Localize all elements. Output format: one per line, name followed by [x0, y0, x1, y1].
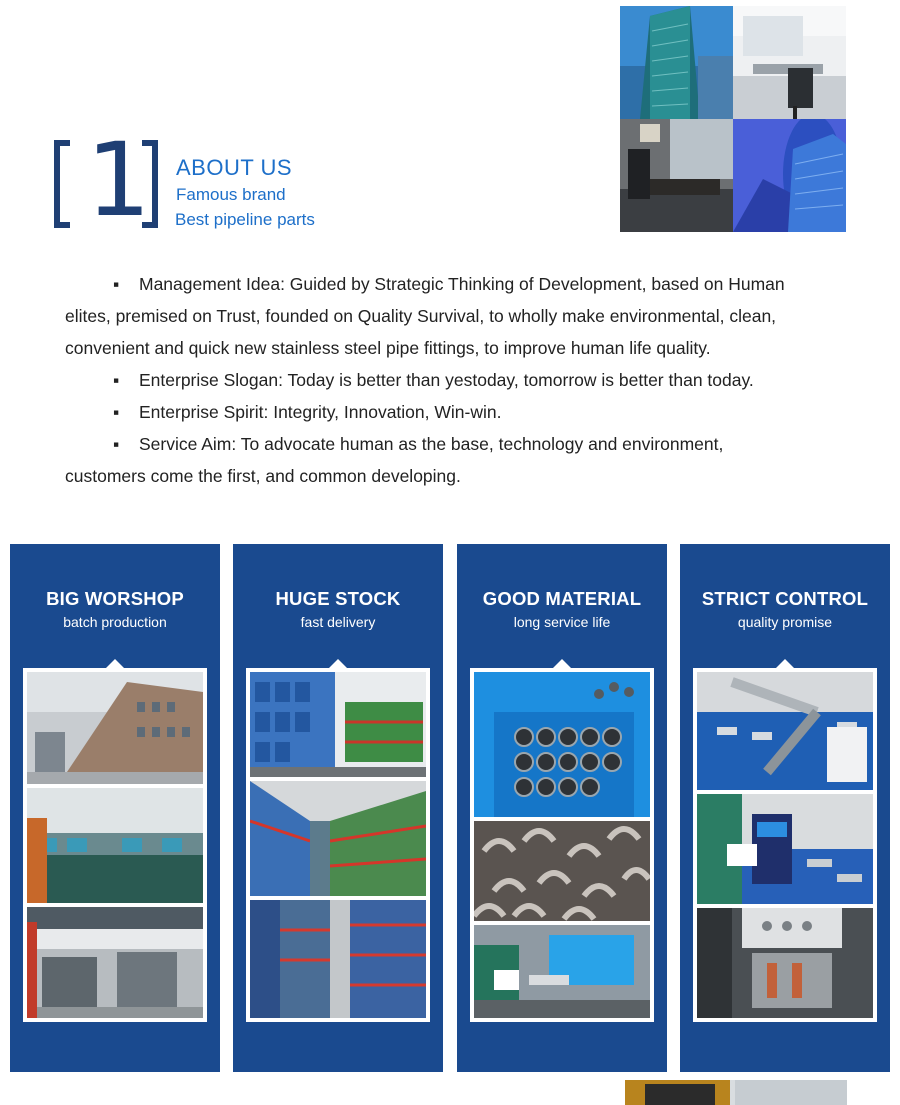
pipe-measurement-photo — [697, 672, 873, 790]
fittings-in-crate-photo — [474, 672, 650, 817]
company-photo-collage — [620, 6, 846, 232]
warehouse-aisle-photo — [250, 900, 426, 1018]
warehouse-racks-photo — [250, 781, 426, 896]
machinery-photo — [27, 907, 203, 1018]
feature-card-stock — [233, 544, 443, 1072]
about-text — [65, 268, 835, 492]
feature-photo-frame — [470, 668, 654, 1022]
feature-card-workshop — [10, 544, 220, 1072]
feature-title: BIG WORSHOP — [46, 588, 184, 609]
feature-subtitle: quality promise — [737, 614, 833, 630]
bullet-mark: ▪ — [113, 370, 120, 390]
warehouse-shelves-photo — [250, 672, 426, 777]
next-section-photo — [625, 1080, 847, 1105]
feature-title: STRICT CONTROL — [701, 588, 869, 609]
section-number-digit: 1 — [86, 121, 151, 240]
feature-card-material — [457, 544, 667, 1072]
testing-machine-photo — [697, 908, 873, 1018]
feature-subtitle: fast delivery — [300, 614, 376, 630]
enterprise-spirit-paragraph — [65, 396, 835, 428]
section-title: ABOUT US — [176, 155, 293, 180]
management-idea-paragraph — [65, 268, 835, 364]
office-desk-photo — [733, 6, 846, 119]
feature-subtitle: long service life — [513, 614, 611, 630]
enterprise-spirit-line: Enterprise Spirit: Integrity, Innovation, Win-win. — [139, 402, 502, 422]
left-bracket — [54, 140, 70, 228]
bullet-mark: ▪ — [113, 402, 120, 422]
factory-building-photo — [27, 672, 203, 784]
enterprise-slogan-line: Enterprise Slogan: Today is better than yestoday, tomorrow is better than today. — [139, 370, 754, 390]
spectrometer-test-photo — [697, 794, 873, 904]
management-idea-line-2: elites, premised on Trust, founded on Quality Survival, to wholly make environmental, clean, — [65, 306, 777, 326]
workshop-interior-photo — [27, 788, 203, 903]
service-aim-line-2: customers come the first, and common developing. — [65, 466, 461, 486]
section-subtitle-parts: Best pipeline parts — [175, 210, 315, 229]
feature-title: HUGE STOCK — [275, 588, 401, 609]
right-bracket — [142, 140, 158, 228]
bullet-mark: ▪ — [113, 274, 120, 294]
management-idea-line-1: Management Idea: Guided by Strategic Thinking of Development, based on Human — [139, 274, 785, 294]
feature-card-control — [680, 544, 890, 1072]
feature-photo-frame — [246, 668, 430, 1022]
enterprise-slogan-paragraph — [65, 364, 835, 396]
service-aim-line-1: Service Aim: To advocate human as the base, technology and environment, — [139, 434, 724, 454]
meeting-room-photo — [620, 119, 733, 232]
office-tower-photo — [620, 6, 733, 119]
worker-inspection-photo — [474, 925, 650, 1018]
bullet-mark: ▪ — [113, 434, 120, 454]
section-subtitle-brand: Famous brand — [176, 185, 286, 204]
feature-subtitle: batch production — [63, 614, 167, 630]
elbow-fittings-pile-photo — [474, 821, 650, 921]
feature-photo-frame — [693, 668, 877, 1022]
feature-title: GOOD MATERIAL — [482, 588, 642, 609]
service-aim-paragraph — [65, 428, 835, 492]
management-idea-line-3: convenient and quick new stainless steel pipe fittings, to improve human life quality. — [65, 338, 711, 358]
glass-building-photo — [733, 119, 846, 232]
feature-photo-frame — [23, 668, 207, 1022]
